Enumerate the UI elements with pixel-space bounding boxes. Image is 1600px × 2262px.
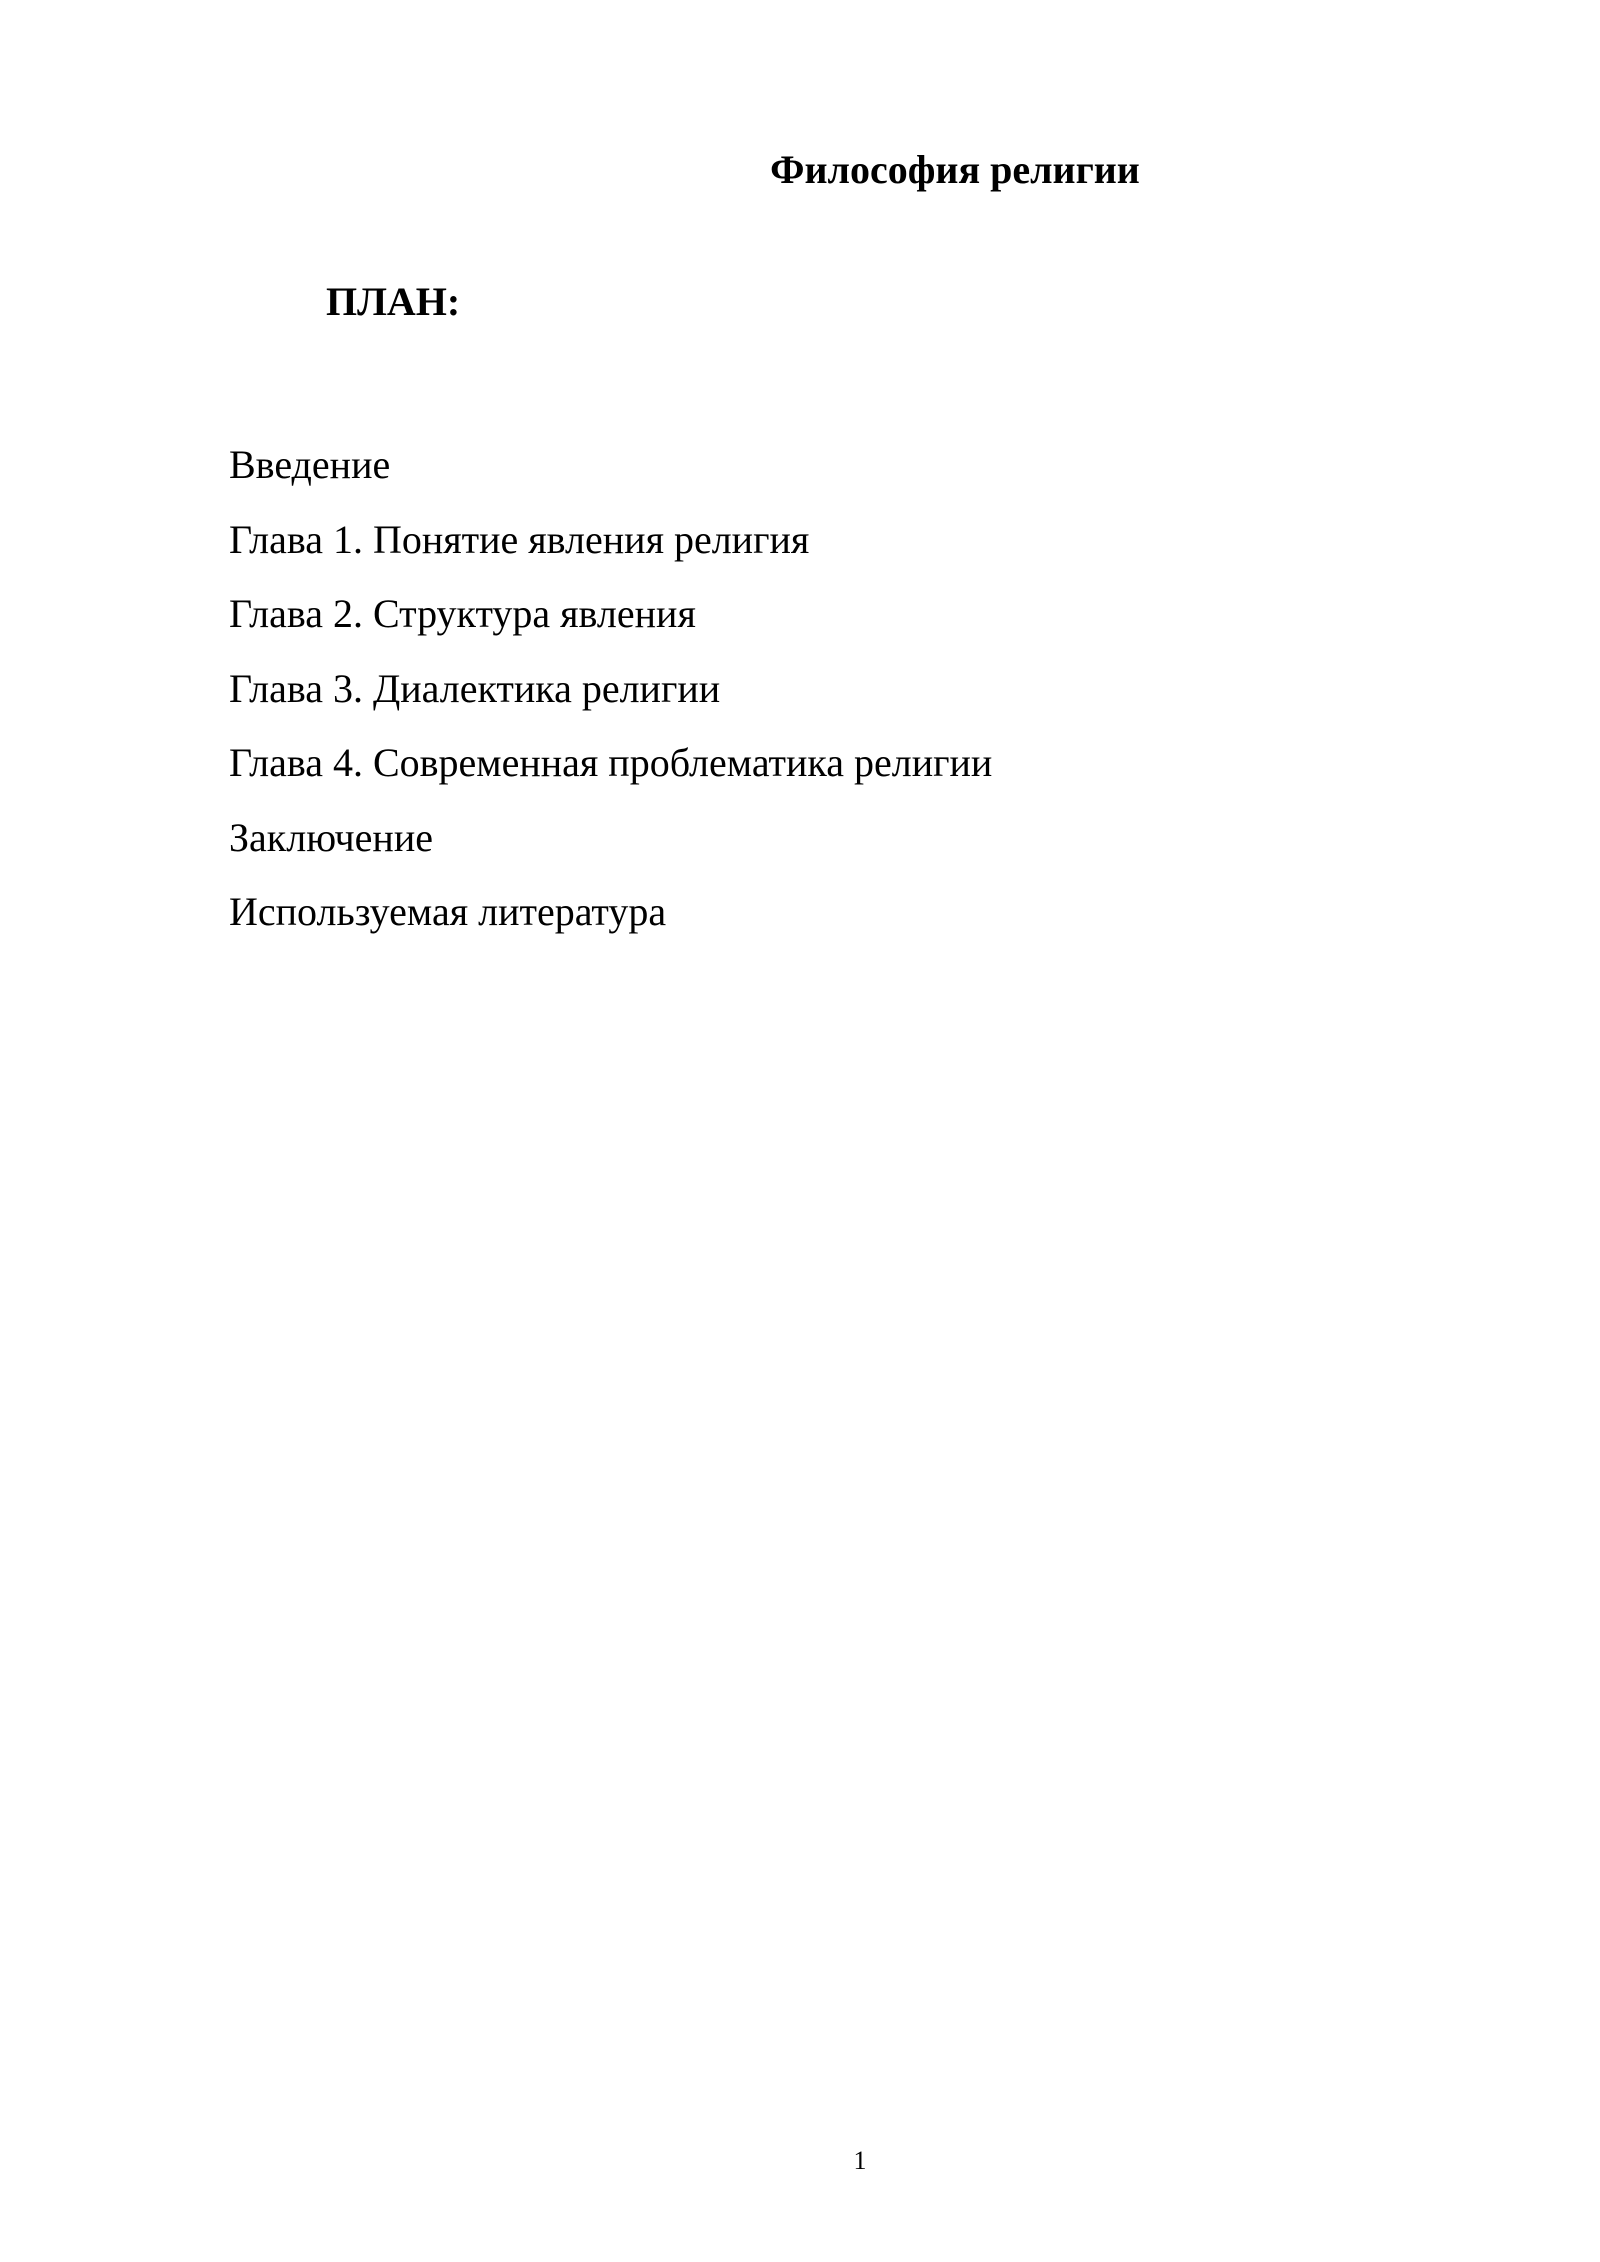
toc-item-chapter-2: Глава 2. Структура явления <box>229 591 696 636</box>
toc-item-references: Используемая литература <box>229 889 667 934</box>
toc-item-chapter-4: Глава 4. Современная проблематика религии <box>229 740 993 785</box>
toc-item-introduction: Введение <box>229 442 391 487</box>
plan-heading: ПЛАН: <box>326 279 461 324</box>
toc-item-chapter-3: Глава 3. Диалектика религии <box>229 665 721 711</box>
document-title: Философия религии <box>770 147 1140 192</box>
page-number: 1 <box>853 2146 867 2175</box>
table-of-contents <box>229 428 992 950</box>
toc-item-conclusion: Заключение <box>229 814 433 860</box>
toc-item-chapter-1: Глава 1. Понятие явления религия <box>229 516 810 562</box>
